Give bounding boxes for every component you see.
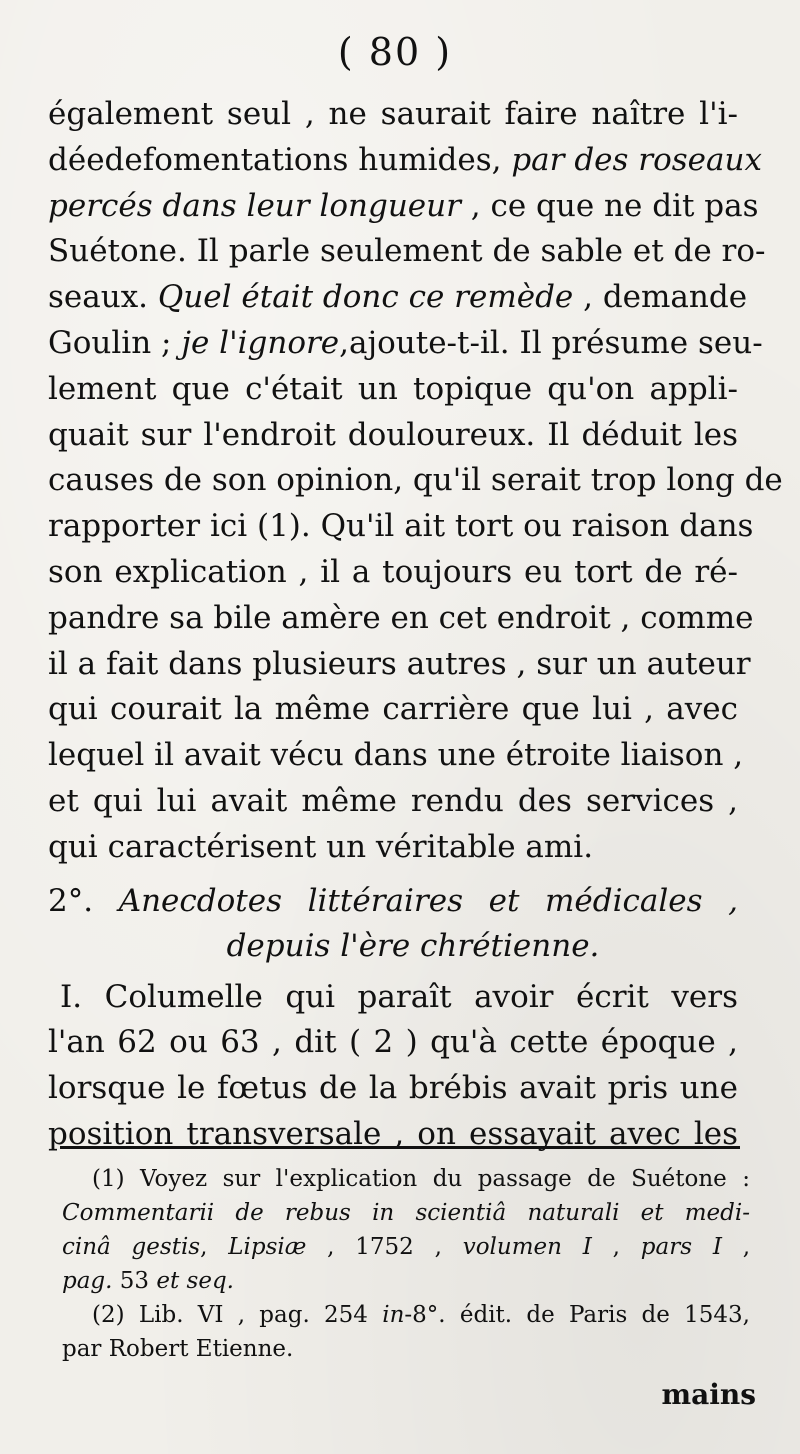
text-segment: quait sur l'endroit douloureux. Il déduit les (48, 416, 738, 453)
section-heading-line-1 (48, 879, 738, 924)
text-segment: son explication , il a toujours eu tort de ré- (48, 553, 738, 590)
text-segment: par des roseaux (511, 141, 762, 178)
catchword: mains (661, 1378, 756, 1411)
footnote-1 (62, 1162, 750, 1298)
footnote-2 (62, 1298, 750, 1366)
text-segment: in (382, 1302, 405, 1328)
text-line (48, 504, 754, 550)
text-segment: rapporter ici (1). Qu'il ait tort ou raison dans (48, 508, 754, 545)
text-line (48, 1112, 738, 1158)
text-segment: par Robert Etienne. (62, 1336, 294, 1362)
text-line (48, 321, 763, 367)
text-segment: ,ajoute-t-il. Il présume seu- (339, 324, 763, 361)
text-line (48, 229, 766, 275)
text-segment: lement que c'était un topique qu'on appli- (48, 370, 738, 407)
footnote-divider (60, 1146, 740, 1149)
text-segment: , demande (573, 279, 748, 316)
text-segment: -8°. édit. de Paris de 1543, (404, 1302, 750, 1328)
main-text (48, 92, 783, 1158)
text-segment: et seq. (156, 1268, 234, 1294)
text-segment: déedefomentations humides, (48, 141, 512, 178)
text-line (62, 1196, 750, 1230)
text-segment: l'an 62 ou 63 , dit ( 2 ) qu'à cette époque , (48, 1024, 738, 1061)
text-segment: , (591, 1234, 641, 1260)
text-segment: et qui lui avait même rendu des services , (48, 782, 738, 819)
text-line (62, 1162, 750, 1196)
text-segment: , 1752 , (306, 1234, 463, 1260)
text-line (48, 687, 738, 733)
text-segment: lequel il avait vécu dans une étroite liaison , (48, 737, 744, 774)
text-segment: (1) Voyez sur l'explication du passage de Suétone : (92, 1166, 750, 1192)
text-segment: , (721, 1234, 751, 1260)
text-line (48, 1020, 738, 1066)
text-segment: qui caractérisent un véritable ami. (48, 828, 594, 865)
text-line (48, 596, 754, 642)
section-heading-number: 2°. (48, 882, 94, 919)
text-line (48, 367, 738, 413)
text-line (62, 1230, 750, 1264)
page-number: ( 80 ) (337, 30, 453, 74)
text-segment: lorsque le fœtus de la brébis avait pris une (48, 1070, 738, 1107)
text-line (48, 458, 783, 504)
text-segment: pars I (640, 1234, 722, 1260)
body-paragraph (48, 92, 783, 871)
text-segment: qui courait la même carrière que lui , avec (48, 691, 738, 728)
text-line (48, 825, 738, 871)
text-segment: percés dans leur longueur (48, 187, 461, 224)
text-line (48, 975, 738, 1021)
text-segment: Goulin ; (48, 324, 182, 361)
text-segment: également seul , ne saurait faire naître l'i- (48, 96, 738, 132)
text-line (48, 642, 751, 688)
text-line (48, 275, 748, 321)
text-segment: Suétone. Il parle seulement de sable et de ro- (48, 233, 766, 270)
text-segment: je l'ignore (181, 324, 340, 361)
text-segment: position transversale , on essayait avec les (48, 1115, 738, 1152)
text-line (48, 92, 738, 138)
text-segment: Commentarii de rebus in scientiâ naturali et medi- (62, 1200, 750, 1226)
text-segment: seaux. (48, 279, 158, 316)
section-heading-line-2: depuis l'ère chrétienne. (226, 927, 600, 964)
text-line (48, 733, 744, 779)
text-line (62, 1264, 750, 1298)
text-line (62, 1332, 750, 1366)
text-line (48, 138, 762, 184)
text-segment: causes de son opinion, qu'il serait trop long de (48, 462, 783, 499)
text-segment: (2) Lib. VI , pag. 254 (92, 1302, 383, 1328)
text-segment: pandre sa bile amère en cet endroit , comme (48, 599, 754, 636)
text-line (48, 550, 738, 596)
text-segment: volumen I (462, 1234, 592, 1260)
text-segment: , (200, 1234, 229, 1260)
text-line (48, 184, 759, 230)
text-segment: Quel était donc ce remède (157, 279, 574, 316)
section-paragraph (48, 975, 738, 1158)
text-line (48, 779, 738, 825)
text-line (48, 1066, 738, 1112)
text-segment: I. Columelle qui paraît avoir écrit vers (60, 978, 738, 1015)
text-line (62, 1298, 750, 1332)
text-segment: Lipsiæ (228, 1234, 307, 1260)
text-segment: 53 (112, 1268, 157, 1294)
section-heading-title: Anecdotes littéraires et médicales , (118, 882, 738, 919)
text-segment: , ce que ne dit pas (460, 187, 759, 224)
footnotes (62, 1162, 750, 1366)
text-segment: pag. (62, 1268, 113, 1294)
text-segment: il a fait dans plusieurs autres , sur un auteur (48, 645, 751, 682)
text-segment: cinâ gestis (62, 1234, 201, 1260)
text-line (48, 413, 738, 459)
